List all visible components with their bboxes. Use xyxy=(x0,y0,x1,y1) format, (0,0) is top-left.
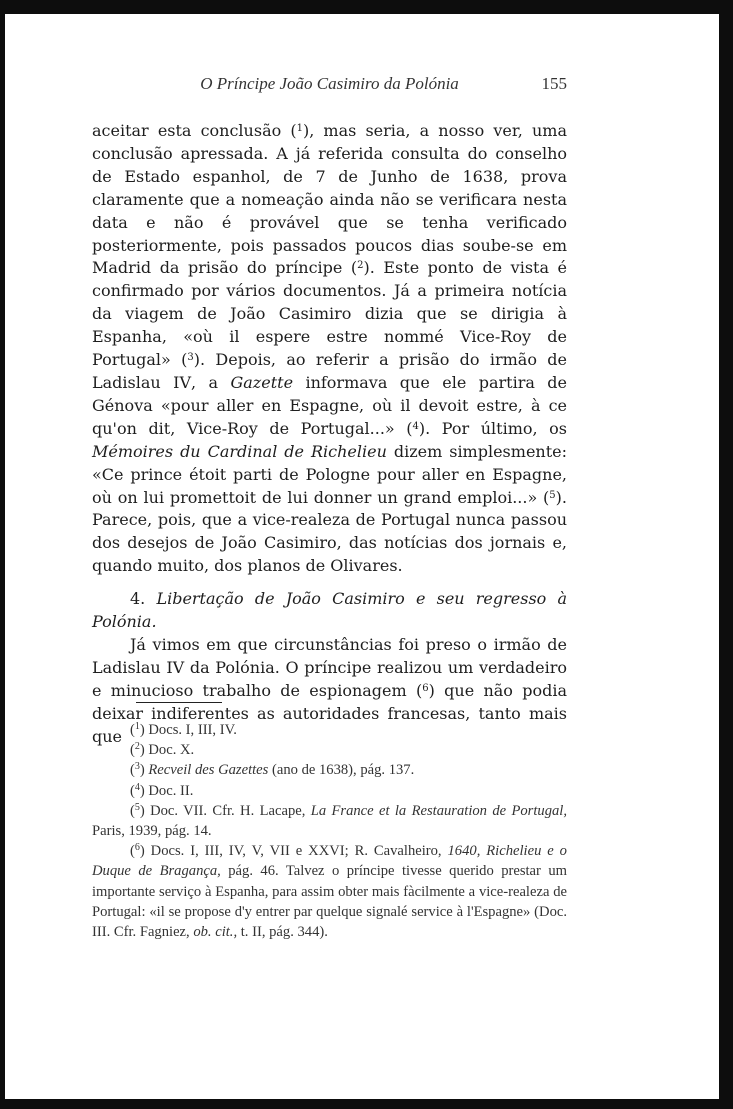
scan-border-bottom xyxy=(0,1099,733,1109)
running-head-title: O Príncipe João Casimiro da Polónia xyxy=(200,74,459,93)
text-run: Já vimos em que circunstâncias foi preso o irmão de Ladislau xyxy=(92,634,567,677)
footnote-ref: 6 xyxy=(422,682,429,694)
footnote-number: 4 xyxy=(134,781,140,793)
footnote-italic: ob. cit., xyxy=(193,924,238,941)
footnote-text: Docs. I, III, IV. xyxy=(148,722,237,738)
text-run: ). Por último, os xyxy=(418,418,568,438)
text-run: ). Depois, ao referir a prisão do irmão de Ladislau xyxy=(92,350,567,392)
text-run: dizem simplesmente: «Ce prince étoit parti de Pologne pour aller en Espagne, où on lui promettoit de lui donner un grand emploi...» ( xyxy=(92,441,568,507)
footnotes xyxy=(92,720,567,942)
footnote-ref: 3 xyxy=(187,352,194,364)
section-heading xyxy=(92,588,567,634)
running-head xyxy=(92,74,567,100)
text-run: da Polónia. O príncipe realizou um verdadeiro e minucioso trabalho de espionagem ( xyxy=(92,657,568,700)
footnote-number: 1 xyxy=(134,721,140,732)
footnote-text: Doc. VII. Cfr. H. Lacape, xyxy=(150,802,311,819)
footnote-number: 6 xyxy=(134,842,140,854)
footnote-text: Doc. II. xyxy=(148,782,194,799)
paragraph xyxy=(92,120,567,578)
text-run: informava que ele partira de Génova «pour aller en Espagne, où il devoit estre, à ce qu'on dit, Vice-Roy de Portugal...» ( xyxy=(92,372,568,438)
main-text xyxy=(92,120,567,748)
footnote: ($^1$) Docs. I, III, IV. xyxy=(130,721,237,738)
text-run: ). Parece, pois, que a vice-realeza de Portugal nunca passou dos desejos de João Casimiro, das notícias dos jornais e, quando muito, dos planos de Olivares. xyxy=(92,487,567,576)
footnote-ref: 2 xyxy=(357,260,364,272)
italic-title: Mémoires du Cardinal de Richelieu xyxy=(92,441,387,461)
scan-border-top xyxy=(0,0,733,14)
roman-numeral: IV xyxy=(173,372,191,392)
text-run: ) que não podia deixar indiferentes as autoridades francesas, tanto mais que xyxy=(92,680,568,746)
text-run: ), mas seria, a nosso ver, uma conclusão apressada. A já referida consulta do conselho de Estado espanhol, de 7 de Junho de 1638, prova claramente que a nomeação ainda não se verificara nesta data e não é provável que se tenha verificado posteriormente, pois passados poucos dias soube-se em Madrid da prisão do príncipe ( xyxy=(92,121,567,278)
footnote-text: t. II, pág. 344). xyxy=(237,924,328,941)
roman-numeral: IV xyxy=(166,657,185,677)
page-number: 155 xyxy=(541,74,567,93)
footnote-text: Docs. I, III, IV, V, VII e XXVI; R. Cavalheiro, xyxy=(150,843,448,860)
footnote-italic: 1640, Richelieu e o Duque de Bragança, xyxy=(92,843,567,880)
text-run: aceitar esta conclusão ( xyxy=(92,121,297,140)
footnote-text: Doc. X. xyxy=(148,742,195,759)
text-run: , a xyxy=(191,372,231,392)
scan-border-right xyxy=(719,0,733,1109)
scan-border-left xyxy=(0,0,5,1109)
footnote-text: Paris, 1939, pág. 14. xyxy=(92,823,212,840)
italic-title: Gazette xyxy=(230,372,294,392)
footnote: ($^4$) Doc. II. xyxy=(130,781,194,799)
footnote-text: (ano de 1638), pág. 137. xyxy=(268,762,415,779)
footnote-ref: 4 xyxy=(412,420,419,432)
footnote-number: 2 xyxy=(134,741,140,753)
footnote: ($^3$) Recveil des Gazettes (ano de 1638), pág. 137. xyxy=(130,761,415,779)
footnote-ref: 1 xyxy=(296,123,303,134)
footnote: ($^6$) Docs. I, III, IV, V, VII e XXVI; R. Cavalheiro, 1640, Richelieu e o Duque de Bragança, pág. 46. Talvez o príncipe tivesse querido prestar um importante serviço à Espanha, para assim obter mais fàcilmente a vice-realeza de Portugal: «il se propose d'y entrer par quelque signalé service à l'Espagne» (Doc. III. Cfr. Fagniez, ob. cit., t. II, pág. 344). xyxy=(92,842,567,941)
footnote: ($^5$) Doc. VII. Cfr. H. Lacape, La France et la Restauration de Portugal, Paris, 1939, pág. 14. xyxy=(92,801,567,840)
section-title: Libertação de João Casimiro e seu regresso à Polónia. xyxy=(92,589,568,632)
footnote-text: pág. 46. Talvez o príncipe tivesse querido prestar um importante serviço à Espanha, para assim obter mais fàcilmente a vice-realeza de Portugal: «il se propose d'y entrer par quelque signalé service à l'Espagne» (Doc. III. Cfr. Fagniez, xyxy=(92,863,567,941)
footnote-number: 5 xyxy=(134,801,140,813)
section-number: 4. xyxy=(130,589,146,609)
text-run: ). Este ponto de vista é confirmado por vários documentos. Já a primeira notícia da viagem de João Casimiro dizia que se dirigia à Espanha, «où il espere estre nommé Vice-Roy de Portugal» ( xyxy=(92,258,567,370)
footnote-italic: Recveil des Gazettes xyxy=(148,762,269,779)
footnote-separator xyxy=(136,702,222,703)
footnote-ref: 5 xyxy=(549,489,556,501)
footnote: ($^2$) Doc. X. xyxy=(130,741,195,759)
footnote-number: 3 xyxy=(134,761,140,773)
footnote-italic: La France et la Restauration de Portugal, xyxy=(310,802,567,819)
